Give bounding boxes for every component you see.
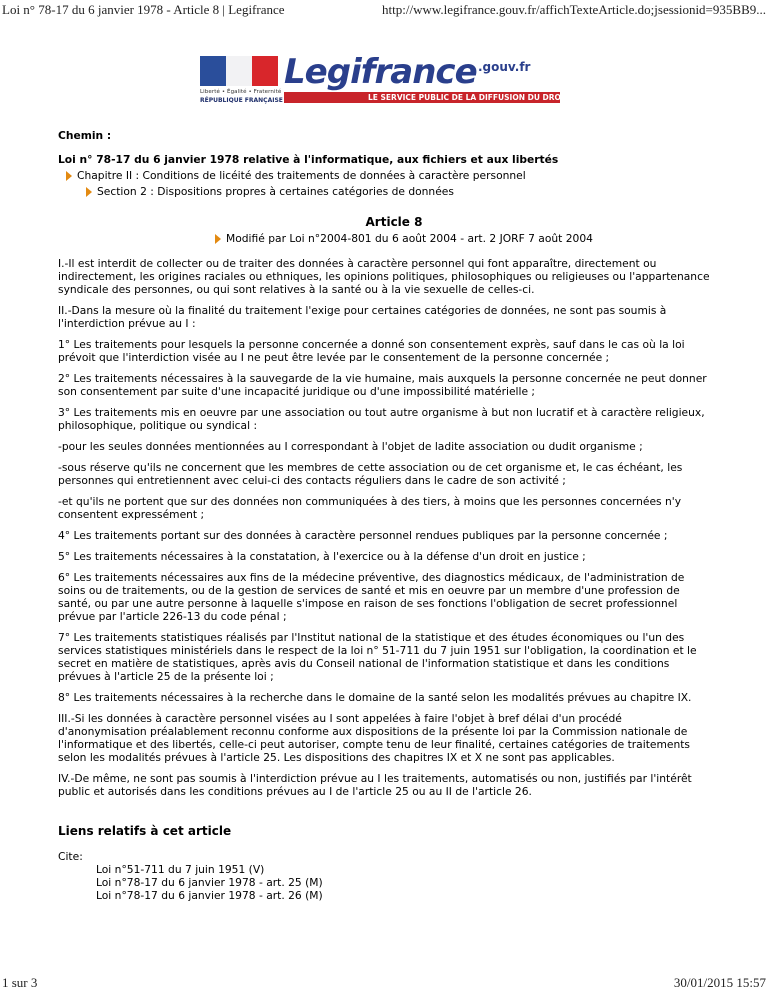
article-paragraph: -sous réserve qu'ils ne concernent que les membres de cette association ou de cet organisme et, le cas échéant, les personnes qui entretiennent avec celui-ci des contacts réguliers dans le cadre de son activité ; [58, 461, 683, 487]
modification-link[interactable] [58, 232, 710, 245]
cite-link[interactable]: Loi n°78-17 du 6 janvier 1978 - art. 25 (M) [96, 876, 323, 889]
breadcrumb-section[interactable] [58, 185, 710, 198]
breadcrumb-label: Chemin : [58, 129, 112, 142]
logo-republique: RÉPUBLIQUE FRANÇAISE [200, 97, 283, 104]
article-paragraph: 4° Les traitements portant sur des données à caractère personnel rendues publiques par la personne concernée ; [58, 529, 668, 542]
article-paragraph: 1° Les traitements pour lesquels la personne concernée a donné son consentement exprès, sauf dans le cas où la loi prévoit que l'interdiction visée au I ne peut être levée par le consentement de la personne concernée ; [58, 338, 685, 364]
breadcrumb-chapitre[interactable] [58, 169, 710, 182]
logo-motto: Liberté • Égalité • Fraternité [200, 89, 282, 95]
legifrance-logo[interactable] [200, 52, 569, 112]
cite-link[interactable]: Loi n°51-711 du 7 juin 1951 (V) [96, 863, 265, 876]
page-count: 1 sur 3 [2, 975, 38, 990]
logo-tagline: LE SERVICE PUBLIC DE LA DIFFUSION DU DROIT [368, 93, 569, 102]
cite-link[interactable]: Loi n°78-17 du 6 janvier 1978 - art. 26 (M) [96, 889, 323, 902]
orange-arrow-icon [66, 171, 72, 181]
print-header [2, 2, 766, 18]
article-paragraph: IV.-De même, ne sont pas soumis à l'interdiction prévue au I les traitements, automatisés ou non, justifiés par l'intérêt public et autorisés dans les conditions prévues au I de l'article 25 ou au II de l'article 26. [58, 772, 692, 798]
modification-label: Modifié par Loi n°2004-801 du 6 août 2004 - art. 2 JORF 7 août 2004 [226, 232, 593, 245]
print-url: http://www.legifrance.gouv.fr/affichTexteArticle.do;jsessionid=935BB9... [382, 2, 766, 17]
article-paragraph: 8° Les traitements nécessaires à la recherche dans le domaine de la santé selon les modalités prévues au chapitre IX. [58, 691, 692, 704]
article-paragraph: -et qu'ils ne portent que sur des données non communiquées à des tiers, à moins que les personnes concernées n'y consentent expressément ; [58, 495, 682, 521]
logo-wordmark: Legifrance [284, 52, 477, 92]
logo-domain: .gouv.fr [478, 60, 531, 74]
print-footer [2, 975, 766, 991]
liens-relatifs-heading: Liens relatifs à cet article [58, 824, 232, 838]
breadcrumb-section-label: Section 2 : Dispositions propres à certaines catégories de données [97, 185, 454, 198]
article-paragraph: 6° Les traitements nécessaires aux fins de la médecine préventive, des diagnostics médicaux, de l'administration de soins ou de traitements, ou de la gestion de services de santé et mis en oeuvre par un membre d'une profession de santé, ou par une autre personne à laquelle s'impose en raison de ses fonctions l'obligation de secret professionnel prévue par l'article 226-13 du code pénal ; [58, 571, 685, 623]
orange-arrow-icon [86, 187, 92, 197]
breadcrumb-loi-link[interactable]: Loi n° 78-17 du 6 janvier 1978 relative à l'informatique, aux fichiers et aux libertés [58, 153, 559, 166]
article-paragraph: 3° Les traitements mis en oeuvre par une association ou tout autre organisme à but non lucratif et à caractère religieux, philosophique, politique ou syndical : [58, 406, 705, 432]
marianne-flag-icon [200, 56, 278, 86]
article-body [58, 257, 710, 798]
article-paragraph: II.-Dans la mesure où la finalité du traitement l'exige pour certaines catégories de données, ne sont pas soumis à l'interdiction prévue au I : [58, 304, 667, 330]
article-paragraph: 7° Les traitements statistiques réalisés par l'Institut national de la statistique et des études économiques ou l'un des services statistiques ministériels dans le respect de la loi n° 51-711 du 7 juin 1951 sur l'obligation, la coordination et le secret en matière de statistiques, après avis du Conseil national de l'information statistique et dans les conditions prévues à l'article 25 de la présente loi ; [58, 631, 697, 683]
cite-label: Cite: [58, 850, 83, 863]
print-datetime: 30/01/2015 15:57 [673, 975, 766, 990]
print-page-title: Loi n° 78-17 du 6 janvier 1978 - Article 8 | Legifrance [2, 2, 285, 17]
cite-list [58, 863, 710, 902]
article-content [58, 126, 710, 902]
article-paragraph: 2° Les traitements nécessaires à la sauvegarde de la vie humaine, mais auxquels la personne concernée ne peut donner son consentement par suite d'une incapacité juridique ou d'une impossibilité matérielle ; [58, 372, 707, 398]
article-paragraph: 5° Les traitements nécessaires à la constatation, à l'exercice ou à la défense d'un droit en justice ; [58, 550, 586, 563]
breadcrumb-chapitre-label: Chapitre II : Conditions de licéité des traitements de données à caractère personnel [77, 169, 526, 182]
article-paragraph: I.-Il est interdit de collecter ou de traiter des données à caractère personnel qui font apparaître, directement ou indirectement, les origines raciales ou ethniques, les opinions politiques, philosophiques ou religieuses ou l'appartenance syndicale des personnes, ou qui sont relatives à la santé ou à la vie sexuelle de celles-ci. [58, 257, 710, 296]
orange-arrow-icon [215, 234, 221, 244]
article-paragraph: -pour les seules données mentionnées au I correspondant à l'objet de ladite association ou dudit organisme ; [58, 440, 643, 453]
article-title: Article 8 [365, 215, 423, 229]
article-paragraph: III.-Si les données à caractère personnel visées au I sont appelées à faire l'objet à bref délai d'un procédé d'anonymisation préalablement reconnu conforme aux dispositions de la présente loi par la Commission nationale de l'informatique et des libertés, celle-ci peut autoriser, compte tenu de leur finalité, certaines catégories de traitements selon les modalités prévues à l'article 25. Les dispositions des chapitres IX et X ne sont pas applicables. [58, 712, 690, 764]
